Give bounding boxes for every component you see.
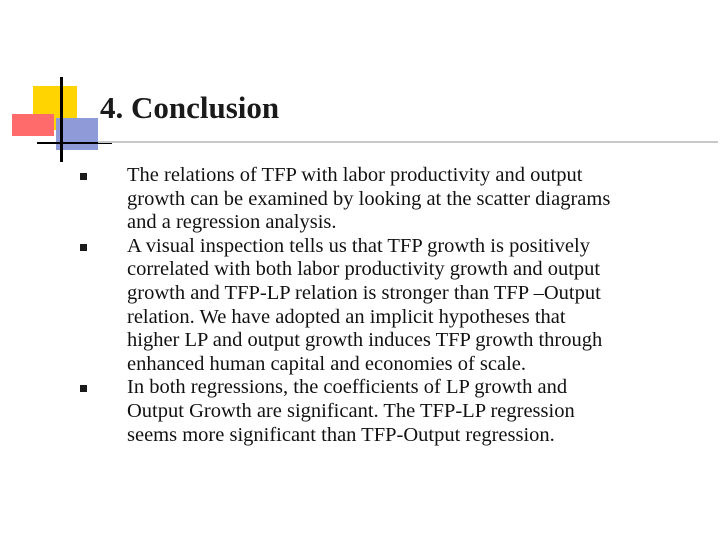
square-bullet-icon	[80, 173, 87, 180]
bullet-text: A visual inspection tells us that TFP growth is positively correlated with both labor productivity growth and output growth and TFP-LP relation is stronger than TFP –Output relation. We have adopted an implicit hypotheses that higher LP and output growth induces TFP growth through enhanced human capital and economies of scale.	[127, 234, 603, 375]
decorative-red-block	[12, 114, 54, 136]
bullet-item	[80, 235, 620, 377]
title-underline	[98, 141, 718, 143]
bullet-item	[80, 164, 620, 235]
square-bullet-icon	[80, 385, 87, 392]
square-bullet-icon	[80, 244, 87, 251]
bullet-item	[80, 376, 620, 447]
slide-title: 4. Conclusion	[100, 90, 280, 125]
bullet-list	[80, 164, 620, 447]
decorative-vertical-line	[60, 77, 63, 162]
bullet-text: The relations of TFP with labor productivity and output growth can be examined by looking at the scatter diagrams and a regression analysis.	[127, 164, 611, 234]
bullet-text: In both regressions, the coefficients of LP growth and Output Growth are significant. The TFP-LP regression seems more significant than TFP-Output regression.	[127, 376, 575, 446]
